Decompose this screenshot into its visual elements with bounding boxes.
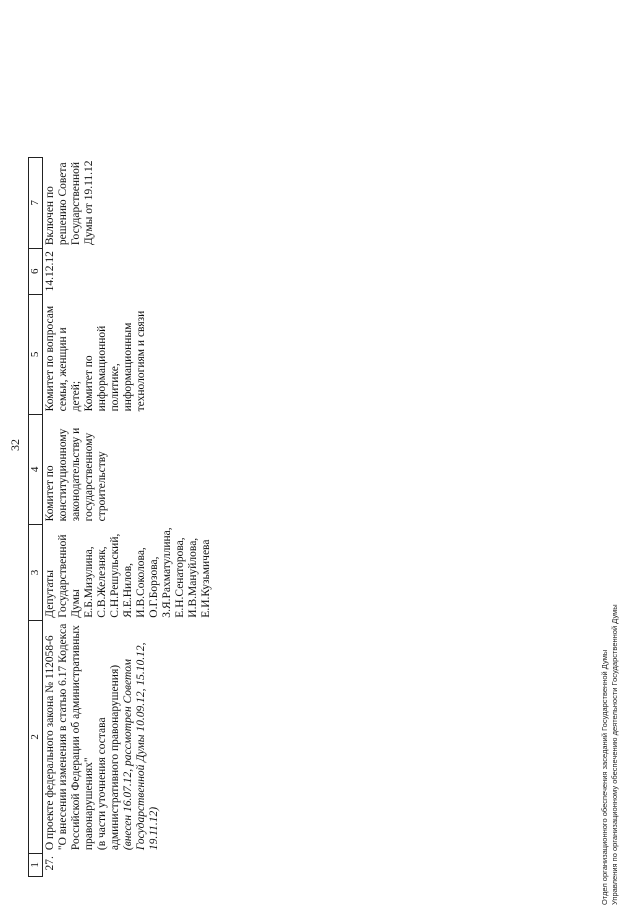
footer-line-directorate: Управления по организационному обеспечению деятельности Государственной Думы [610, 604, 619, 905]
committee-line: законодательству и [70, 427, 82, 522]
author-line: З.Я.Рахматуллина, [161, 527, 173, 618]
description-line: административного правонарушения) [109, 664, 121, 851]
author-line: С.В.Железняк, [96, 546, 108, 618]
column-header-2: 2 [29, 621, 43, 853]
column-header-5: 5 [29, 294, 43, 414]
column-header-6: 6 [29, 248, 43, 294]
footer-line-department: Отдел организационного обеспечения заседаний Государственной Думы [600, 649, 609, 905]
row-number: 27. [43, 853, 288, 876]
co-executor-line: технологиям и связи [135, 310, 147, 412]
author-line: О.Г.Борзова, [148, 556, 160, 618]
author-line: Е.Н.Сенаторова, [174, 537, 186, 618]
note-line: Государственной [70, 161, 82, 246]
agenda-table [28, 157, 288, 877]
bill-authors [43, 524, 288, 620]
co-executor-line: Комитет по вопросам [44, 305, 56, 412]
page-number: 32 [8, 439, 22, 451]
co-executor-line: информационным [122, 322, 134, 412]
column-header-4: 4 [29, 414, 43, 524]
note-line: Включен по [44, 186, 56, 246]
note-line: Думы от 19.11.12 [83, 160, 95, 246]
author-line: Депутаты [44, 569, 56, 618]
note-line: решению Совета [57, 162, 69, 246]
description-line: (в части уточнения состава [96, 717, 108, 851]
consideration-date: 14.12.12 [43, 248, 288, 294]
description-line: правонарушениях" [83, 757, 95, 851]
co-executor-line: детей; [70, 380, 82, 412]
co-executor-line: Комитет по [83, 355, 95, 412]
description-line: 19.11.12) [148, 806, 160, 851]
column-header-1: 1 [29, 853, 43, 876]
author-line: Е.Б.Мизулина, [83, 546, 95, 618]
header-row [29, 157, 43, 876]
author-line: Я.Е.Нилов, [122, 562, 134, 618]
column-header-7: 7 [29, 157, 43, 248]
co-executor-committees [43, 294, 288, 414]
footer [600, 125, 620, 905]
description-line: Российской Федерации об административных [70, 625, 82, 851]
inclusion-note [43, 157, 288, 248]
column-header-3: 3 [29, 524, 43, 620]
author-line: Думы [70, 589, 82, 618]
co-executor-line: информационной [96, 325, 108, 412]
table-row [43, 157, 288, 876]
bill-description [43, 621, 288, 853]
description-line: "О внесении изменения в статью 6.17 Кодекса [57, 623, 69, 851]
description-line: Государственной Думы 10.09.12, 15.10.12, [135, 642, 147, 851]
co-executor-line: политике, [109, 363, 121, 412]
author-line: Государственной [57, 534, 69, 618]
committee-line: Комитет по [44, 465, 56, 522]
author-line: И.В.Соколова, [135, 547, 147, 618]
committee-line: государственному [83, 432, 95, 522]
author-line: Е.И.Кузьмичева [200, 539, 212, 618]
committee-line: строительству [96, 451, 108, 522]
committee-line: конституционному [57, 428, 69, 522]
author-line: И.В.Мануйлова, [187, 537, 199, 618]
description-line: (внесен 16.07.12, рассмотрен Советом [122, 659, 134, 851]
co-executor-line: семьи, женщин и [57, 327, 69, 412]
description-line: О проекте федерального закона № 112058-6 [44, 635, 56, 851]
responsible-committee [43, 414, 288, 524]
author-line: С.Н.Решульский, [109, 533, 121, 618]
